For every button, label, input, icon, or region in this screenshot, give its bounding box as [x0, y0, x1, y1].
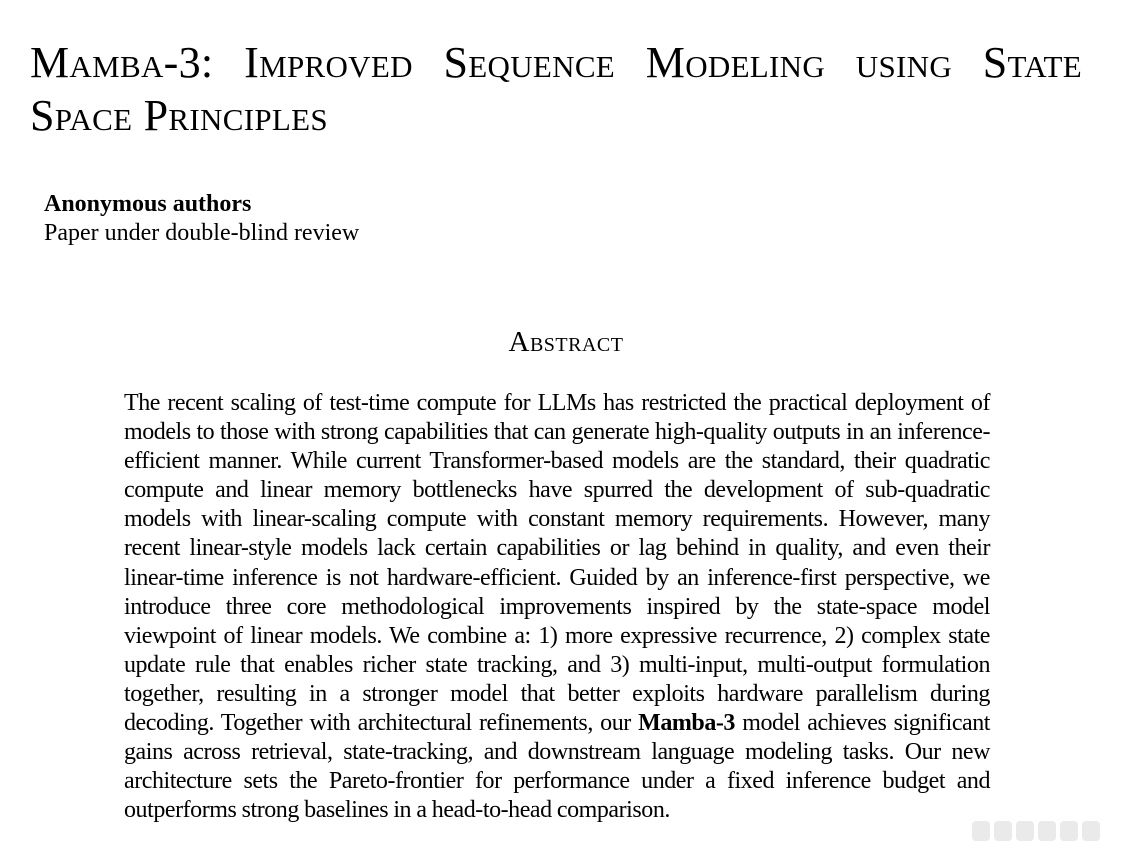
abstract-text-part-1: The recent scaling of test-time compute for LLMs has restricted the practical deployment of models to those with strong capabilities that can generate high-quality outputs in an inference-efficient manner. While current Transformer-based models are the standard, their quadratic compute and linear memory bottlenecks have spurred the development of sub-quadratic models with linear-scaling compute with constant memory requirements. However, many recent linear-style models lack certain capabilities or lag behind in quality, and even their linear-time inference is not hardware-efficient. Guided by an inference-first perspective, we introduce three core methodological improvements inspired by the state-space model viewpoint of linear models. We combine a: 1) more expressive recurrence, 2) complex state update rule that enables richer state tracking, and 3) multi-input, multi-output formulation together, resulting in a stronger model that better exploits hardware parallelism during decoding. Together with architectural refinements, our [124, 390, 990, 737]
scroll-segment[interactable] [1082, 821, 1100, 841]
page-scroll-indicator[interactable] [972, 820, 1122, 842]
author-block [44, 190, 359, 248]
scroll-segment[interactable] [972, 821, 990, 841]
paper-title: Mamba-3: Improved Sequence Modeling using State Space Principles [30, 38, 1082, 140]
scroll-segment[interactable] [1016, 821, 1034, 841]
abstract-paragraph [124, 389, 990, 825]
abstract-heading: Abstract [508, 326, 624, 358]
abstract-bold-term: Mamba-3 [638, 710, 735, 737]
scroll-segment[interactable] [1038, 821, 1056, 841]
abstract-text-part-2: model achieves significant gains across retrieval, state-tracking, and downstream language modeling tasks. Our new architecture sets the Pareto-frontier for performance under a fixed inference budget and outperforms strong baselines in a head-to-head comparison. [124, 710, 990, 824]
review-note: Paper under double-blind review [44, 220, 360, 246]
scroll-segment[interactable] [1060, 821, 1078, 841]
author-name: Anonymous authors [44, 191, 252, 217]
scroll-segment[interactable] [994, 821, 1012, 841]
